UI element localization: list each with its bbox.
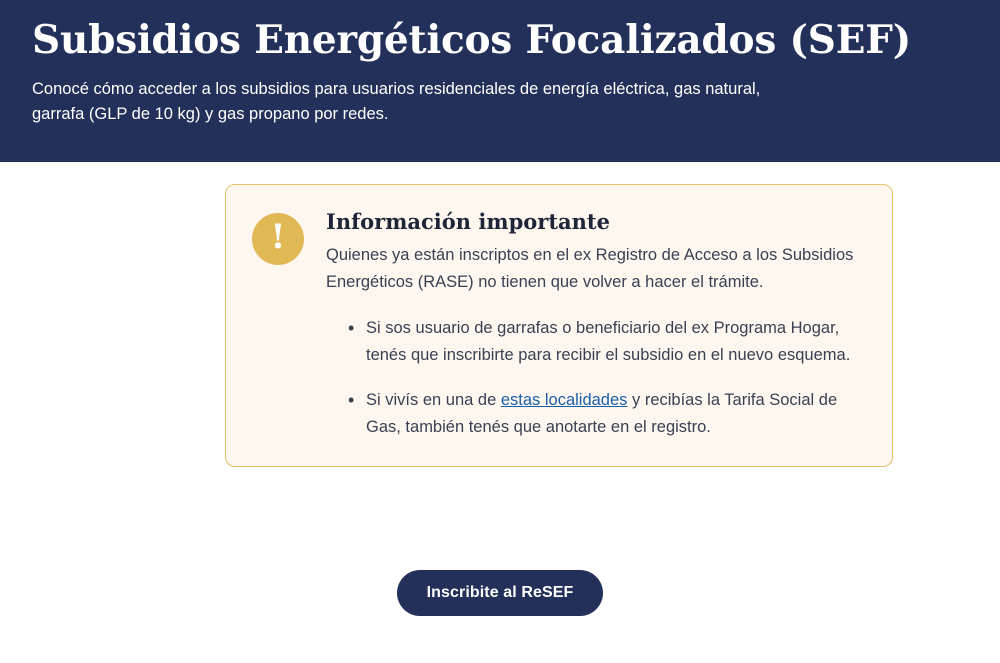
cta-container (0, 570, 1000, 616)
page-header (0, 0, 1000, 162)
list-item (348, 315, 866, 368)
callout-paragraph: Quienes ya están inscriptos en el ex Registro de Acceso a los Subsidios Energéticos (RASE) no tienen que volver a hacer el trámite. (326, 246, 854, 291)
important-info-callout (225, 184, 893, 467)
exclamation-icon-glyph: ! (270, 217, 286, 257)
list-item (348, 387, 866, 440)
callout-list (326, 315, 866, 440)
page-title: Subsidios Energéticos Focalizados (SEF) (32, 17, 911, 63)
list-item-text-after: y recibías la Tarifa Social de Gas, también tenés que anotarte en el registro. (366, 390, 838, 436)
inscribite-resef-button[interactable]: Inscribite al ReSEF (397, 570, 604, 616)
main-content (0, 162, 1000, 663)
list-item-text: Si sos usuario de garrafas o beneficiario del ex Programa Hogar, tenés que inscribirte para recibir el subsidio en el nuevo esquema. (366, 319, 851, 365)
list-item-text-before: Si vivís en una de (366, 390, 501, 409)
callout-body (326, 209, 866, 440)
callout-heading: Información importante (326, 209, 610, 234)
localidades-link[interactable]: estas localidades (500, 390, 628, 409)
exclamation-icon (252, 213, 304, 265)
page-subtitle: Conocé cómo acceder a los subsidios para usuarios residenciales de energía eléctrica, gas natural, garrafa (GLP de 10 kg) y gas propano por redes. (32, 79, 761, 124)
